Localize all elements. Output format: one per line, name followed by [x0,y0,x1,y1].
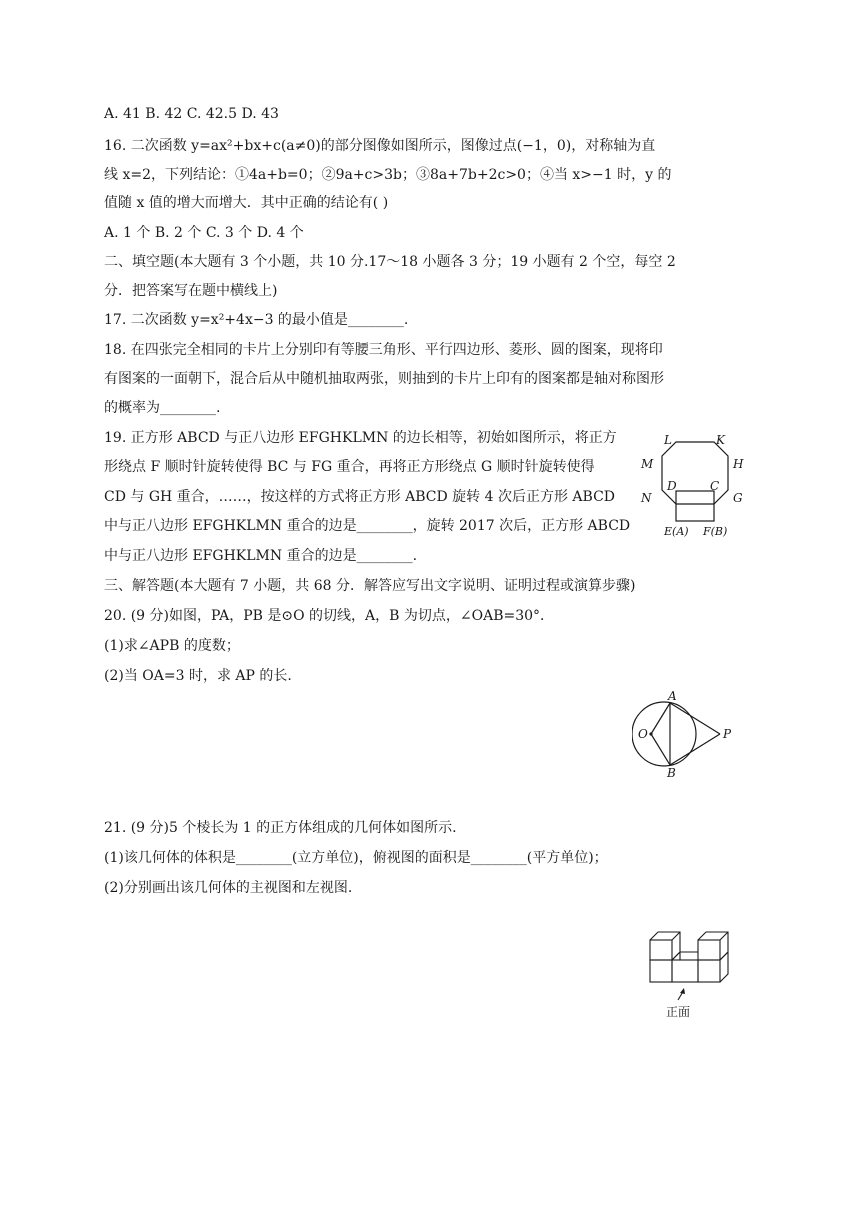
section3-header: 三、解答题(本大题有 7 小题，共 68 分．解答应写出文字说明、证明过程或演算步骤) [104,578,636,594]
front-caption: 正面 [666,1005,691,1019]
segment-OB [651,734,670,765]
segment-OA [651,703,670,734]
label-O: O [638,727,648,741]
q18-line1: 18. 在四张完全相同的卡片上分别印有等腰三角形、平行四边形、菱形、圆的图案，现将印 [104,342,663,358]
q16-options: A. 1 个 B. 2 个 C. 3 个 D. 4 个 [104,225,304,241]
q16-line2: 线 x=2，下列结论：①4a+b=0；②9a+c>3b；③8a+7b+2c>0；④当 x>−1 时，y 的 [104,167,672,183]
section2-header-line1: 二、填空题(本大题有 3 个小题，共 10 分.17～18 小题各 3 分；19 小题有 2 个空，每空 2 [104,254,676,270]
q20-stem: 20. (9 分)如图，PA，PB 是⊙O 的切线，A，B 为切点，∠OAB=30°． [104,608,555,624]
q21-part2: (2)分别画出该几何体的主视图和左视图. [104,880,353,896]
q19-line4: 中与正八边形 EFGHKLMN 重合的边是________，旋转 2017 次后，正方形 ABCD [104,518,631,534]
octagon-shape [662,442,728,504]
label-H: H [733,457,744,471]
circle-tangent-figure [632,688,744,780]
q16-line3: 值随 x 值的增大而增大．其中正确的结论有( ) [104,195,389,211]
front-arrowhead [680,988,685,994]
q19-line2: 形绕点 F 顺时针旋转使得 BC 与 FG 重合，再将正方形绕点 G 顺时针旋转使得 [104,459,595,475]
label-E-A: E(A) [664,525,689,538]
label-B: B [667,766,676,780]
label-L: L [664,433,672,447]
label-N: N [641,491,652,505]
q15-options: A. 41 B. 42 C. 42.5 D. 43 [104,106,279,122]
q20-part2: (2)当 OA=3 时，求 AP 的长. [104,668,292,684]
q18-line2: 有图案的一面朝下，混合后从中随机抽取两张，则抽到的卡片上印有的图案都是轴对称图形 [104,371,664,387]
q18-line3: 的概率为________. [104,400,221,416]
label-M: M [641,457,654,471]
q17: 17. 二次函数 y=x²+4x−3 的最小值是________. [104,312,409,328]
q16-line1: 16. 二次函数 y=ax²+bx+c(a≠0)的部分图像如图所示，图像过点(−1，0)，对称轴为直 [104,138,656,154]
label-G: G [733,491,743,505]
label-K: K [716,433,725,447]
label-F-B: F(B) [703,525,728,538]
section2-header-line2: 分．把答案写在题中横线上) [104,283,278,299]
segment-PB [670,734,720,765]
q19-line1: 19. 正方形 ABCD 与正八边形 EFGHKLMN 的边长相等，初始如图所示，将正方 [104,430,617,446]
label-A: A [668,689,677,703]
point-O [649,732,652,735]
square-shape [676,491,714,521]
q19-line3: CD 与 GH 重合，……，按这样的方式将正方形 ABCD 旋转 4 次后正方形 ABCD [104,489,616,505]
q19-line5: 中与正八边形 EFGHKLMN 重合的边是________. [104,548,418,564]
q21-part1: (1)该几何体的体积是________(立方单位)，俯视图的面积是________(平方单位)； [104,850,608,866]
q20-part1: (1)求∠APB 的度数； [104,638,240,654]
label-C: C [710,479,720,493]
q21-stem: 21. (9 分)5 个棱长为 1 的正方体组成的几何体如图所示. [104,820,457,836]
label-D: D [667,479,677,493]
cube-solid-figure [646,924,738,1024]
segment-PA [670,703,720,734]
octagon-square-figure [636,430,766,545]
label-P: P [723,727,732,741]
